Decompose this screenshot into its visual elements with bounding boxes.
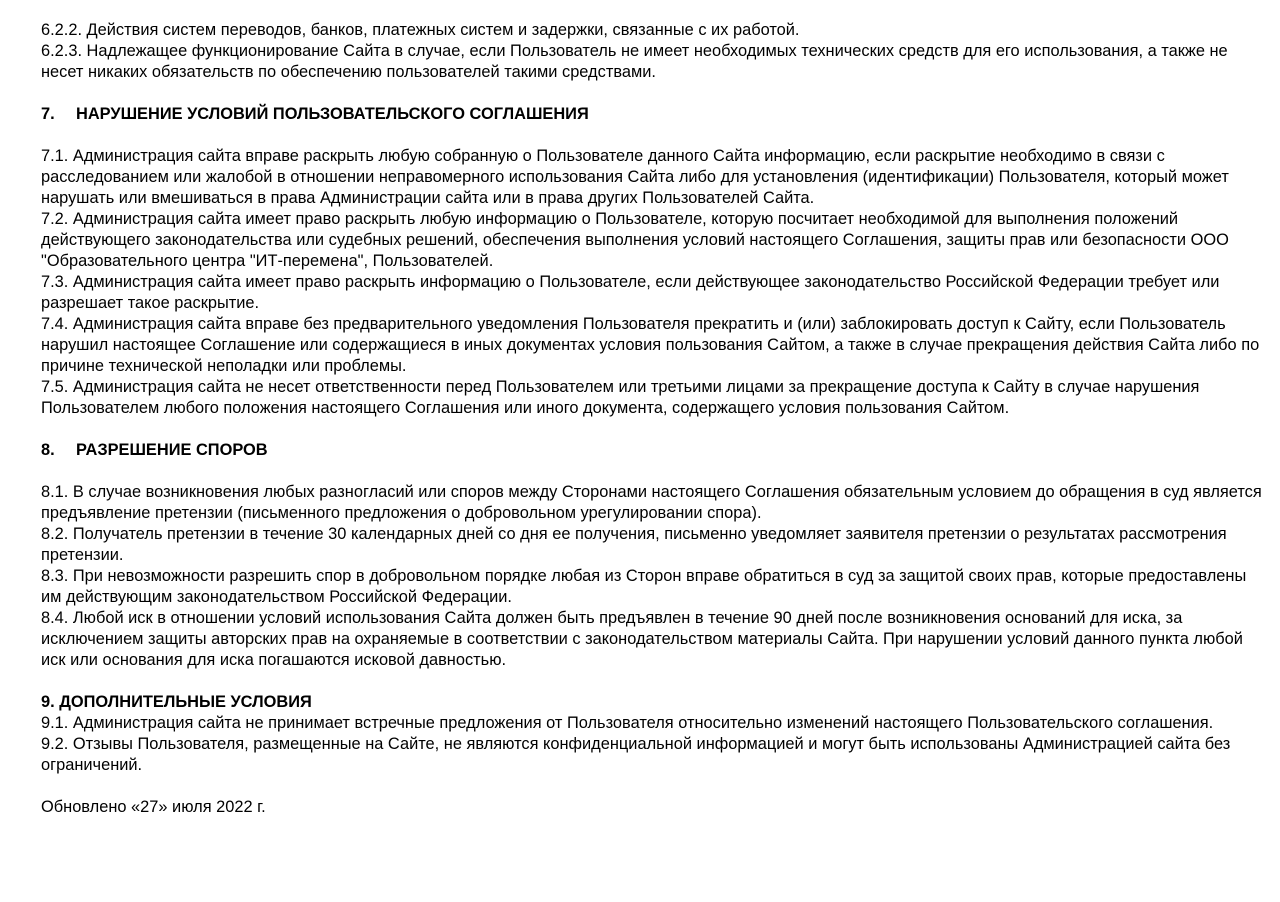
clause-8-4: 8.4. Любой иск в отношении условий использования Сайта должен быть предъявлен в течение 90 дней после возникновения оснований для иска, за исключением защиты авторских прав на охраняемые в соответствии с законодательством материалы Сайта. При нарушении условий данного пункта любой иск или основания для иска погашаются исковой давностью. [41, 609, 1243, 669]
clause-8-2: 8.2. Получатель претензии в течение 30 календарных дней со дня ее получения, письменно уведомляет заявителя претензии о результатах рассмотрения претензии. [41, 525, 1227, 564]
section-9-heading: 9. ДОПОЛНИТЕЛЬНЫЕ УСЛОВИЯ [41, 693, 312, 711]
clause-6-2-3: 6.2.3. Надлежащее функционирование Сайта в случае, если Пользователь не имеет необходимых технических средств для его использования, а также не несет никаких обязательств по обеспечению пользователей такими средствами. [41, 42, 1228, 81]
section-7-title: НАРУШЕНИЕ УСЛОВИЙ ПОЛЬЗОВАТЕЛЬСКОГО СОГЛАШЕНИЯ [76, 105, 589, 123]
clause-6-2-2: 6.2.2. Действия систем переводов, банков, платежных систем и задержки, связанные с их работой. [41, 21, 800, 39]
document-body [41, 20, 1266, 818]
clause-7-4: 7.4. Администрация сайта вправе без предварительного уведомления Пользователя прекратить и (или) заблокировать доступ к Сайту, если Пользователь нарушил настоящее Соглашение или содержащиеся в иных документах условия пользования Сайтом, а также в случае прекращения действия Сайта либо по причине технической неполадки или проблемы. [41, 315, 1260, 375]
section-8-number: 8. [41, 441, 55, 459]
clause-9-1: 9.1. Администрация сайта не принимает встречные предложения от Пользователя относительно изменений настоящего Пользовательского соглашения. [41, 714, 1214, 732]
clause-8-1: 8.1. В случае возникновения любых разногласий или споров между Сторонами настоящего Соглашения обязательным условием до обращения в суд является предъявление претензии (письменного предложения о добровольном урегулировании спора). [41, 483, 1262, 522]
section-7-number: 7. [41, 105, 55, 123]
updated-date: Обновлено «27» июля 2022 г. [41, 798, 266, 816]
clause-7-3: 7.3. Администрация сайта имеет право раскрыть информацию о Пользователе, если действующее законодательство Российской Федерации требует или разрешает такое раскрытие. [41, 273, 1220, 312]
clause-7-2: 7.2. Администрация сайта имеет право раскрыть любую информацию о Пользователе, которую посчитает необходимой для выполнения положений действующего законодательства или судебных решений, обеспечения выполнения условий настоящего Соглашения, защиты прав или безопасности ООО "Образовательного центра "ИТ-перемена", Пользователей. [41, 210, 1229, 270]
section-8-heading [41, 440, 1266, 461]
clause-9-2: 9.2. Отзывы Пользователя, размещенные на Сайте, не являются конфиденциальной информацией и могут быть использованы Администрацией сайта без ограничений. [41, 735, 1231, 774]
section-7-heading [41, 104, 1266, 125]
clause-8-3: 8.3. При невозможности разрешить спор в добровольном порядке любая из Сторон вправе обратиться в суд за защитой своих прав, которые предоставлены им действующим законодательством Российской Федерации. [41, 567, 1247, 606]
clause-7-5: 7.5. Администрация сайта не несет ответственности перед Пользователем или третьими лицами за прекращение доступа к Сайту в случае нарушения Пользователем любого положения настоящего Соглашения или иного документа, содержащего условия пользования Сайтом. [41, 378, 1200, 417]
clause-7-1: 7.1. Администрация сайта вправе раскрыть любую собранную о Пользователе данного Сайта информацию, если раскрытие необходимо в связи с расследованием или жалобой в отношении неправомерного использования Сайта либо для установления (идентификации) Пользователя, который может нарушать или вмешиваться в права Администрации сайта или в права других Пользователей Сайта. [41, 147, 1229, 207]
section-8-title: РАЗРЕШЕНИЕ СПОРОВ [76, 441, 268, 459]
